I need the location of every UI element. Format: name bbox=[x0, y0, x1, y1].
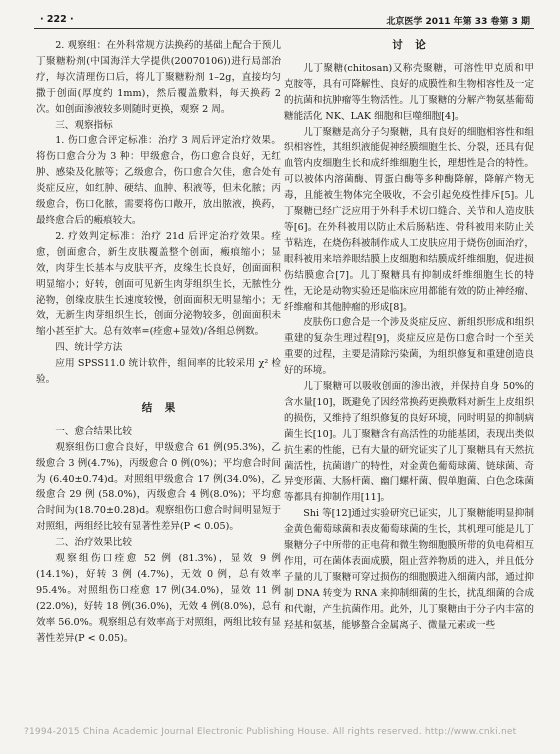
wound-healing-criteria: 1. 伤口愈合评定标准：治疗 3 周后评定治疗效果。将伤口愈合分为 3 种：甲级愈合，伤口愈合良好，无红肿、感染及化脓等；乙级愈合，伤口愈合欠佳，愈合处有炎症反应，如红肿、硬结、血肿、积液等，但未化脓；丙级愈合，伤口化脓，需要将伤口敞开，放出脓液，换药，最终愈合后的瘢痕较大。 bbox=[36, 135, 281, 226]
section-results-heading: 结果 bbox=[141, 401, 188, 414]
copyright-footer: ?1994-2015 China Academic Journal Electronic Publishing House. All rights reserved. http://www.cnki.net bbox=[24, 727, 517, 737]
discussion-paragraph-1: 儿丁聚糖(chitosan)又称壳聚糖，可溶性甲克质和甲克胺等，具有可降解性、良好的成膜性和生物相容性及一定的抗菌和抗肿瘤等生物活性。儿丁聚糖的分解产物氨基葡萄糖能活化 NK、LAK 细胞和巨噬细胞[4]。 bbox=[284, 62, 534, 122]
subheading-healing-comparison: 一、愈合结果比较 bbox=[55, 425, 132, 437]
discussion-paragraph-2: 儿丁聚糖是高分子匀聚糖，具有良好的细胞相容性和组织相容性，其组织液能促神经膜细胞生长、分裂，还具有促血管内皮细胞生长和成纤维细胞生长，理想性是合的特性。可以被体内溶菌酶、胃蛋白酶等多种酶降解，降解产物无毒，且能被生物体完全吸收，不会引起免疫性排斥[5]。儿丁聚糖已经广泛应用于外科手术切口缝合、关节和人造皮肤等[6]。在外科被用以防止术后肠粘连、骨科被用来防止关节粘连，在烧伤科被制作成人工皮肤应用于烧伤创面治疗，眼科被用来培养眼结膜上皮细胞和结膜成纤维细胞，促进损伤结膜愈合[7]。儿丁聚糖具有抑制成纤维细胞生长的特性，无论是动物实验还是临床应用都能有效的防止神经瘤、纤维瘤和其他肿瘤的形成[8]。 bbox=[284, 126, 534, 313]
discussion-paragraph-5: Shi 等[12]通过实验研究已证实，儿丁聚糖能明显抑制金黄色葡萄球菌和表皮葡萄球菌的生长，其机理可能是儿丁聚糖分子中所带的正电荷和微生物细胞膜所带的负电荷相互作用，可在菌体表面成膜，阻止营养物质的进入，并且低分子量的儿丁聚糖可穿过损伤的细胞膜进入细菌内部，通过抑制 DNA 转变为 RNA 来抑制细菌的生长，扰乱细菌的合成和代谢，产生抗菌作用。此外，儿丁聚糖由于分子内丰富的羟基和氨基，能够螯合金属离子、微量元素或一些 bbox=[284, 508, 534, 631]
section-discussion-heading: 讨论 bbox=[392, 39, 439, 51]
subheading-statistics: 四、统计学方法 bbox=[55, 342, 123, 354]
page-number: · 222 · bbox=[40, 14, 74, 25]
subheading-treatment-comparison: 二、治疗效果比较 bbox=[55, 537, 132, 549]
discussion-paragraph-3: 皮肤伤口愈合是一个涉及炎症反应、新组织形成和组织重建的复杂生理过程[9]，炎症反应是伤口愈合时一个至关重要的过程，主要是清除污染菌，为组织修复和重建创造良好的环境。 bbox=[284, 317, 534, 377]
right-column bbox=[284, 38, 534, 634]
discussion-paragraph-4: 儿丁聚糖可以吸收创面的渗出液，并保持自身 50%的含水量[10]，既避免了因经常换药更换敷料对新生上皮组织的损伤，又维持了组织修复的良好环境，同时明显的抑制病菌生长[10]。儿丁聚糖含有高活性的功能基团，表现出类似抗生素的性能，已有大量的研究证实了儿丁聚糖具有天然抗菌活性，抗菌谱广的特性，对金黄色葡萄球菌、链球菌、奇异变形菌、大肠杆菌、幽门螺杆菌、假单胞菌、白色念珠菌等都具有抑制作用[11]。 bbox=[284, 381, 534, 504]
statistics-text: 应用 SPSS11.0 统计软件，组间率的比较采用 χ² 检验。 bbox=[36, 358, 281, 386]
left-column bbox=[36, 38, 281, 647]
subheading-observation-indicators: 三、观察指标 bbox=[55, 119, 113, 131]
method-observation-group: 2. 观察组：在外科常规方法换药的基础上配合于预儿丁聚糖粉剂(中国海洋大学提供(20070106))进行局部治疗，每次清理伤口后，将儿丁聚糖粉剂 1–2g，直接均匀撒于创面(厚度约 1mm)，然后覆盖敷料，每天换药 2 次。如创面渗液较多则随时更换，观察 2 周。 bbox=[36, 40, 281, 115]
healing-comparison-text: 观察组伤口愈合良好，甲级愈合 61 例(95.3%)，乙级愈合 3 例(4.7%)，丙级愈合 0 例(0%)；平均愈合时间为 (6.40±0.74)d。对照组甲级愈合 17 例(34.0%)，乙级愈合 29 例 (58.0%)，丙级愈合 4 例(8.0%)；平均愈合时间为(18.70±0.28)d。观察组伤口愈合时间明显短于对照组，两组经比较有显著性差异(P < 0.05)。 bbox=[36, 441, 281, 533]
journal-running-head: 北京医学 2011 年第 33 卷第 3 期 bbox=[386, 17, 530, 27]
header-rule bbox=[34, 28, 534, 29]
treatment-comparison-text: 观察组伤口痊愈 52 例 (81.3%)，显效 9 例(14.1%)，好转 3 例 (4.7%)，无效 0 例，总有效率95.4%。对照组伤口痊愈 17 例(34.0%)，显效 11 例(22.0%)，好转 18 例(36.0%)，无效 4 例(8.0%)，总有效率 56.0%。观察组总有效率高于对照组，两组比较有显著性差异(P < 0.05)。 bbox=[36, 553, 281, 644]
efficacy-criteria: 2. 疗效判定标准：治疗 21d 后评定治疗效果。痊愈，创面愈合，新生皮肤覆盖整个创面，瘢痕缩小；显效，肉芽生长基本与皮肤平齐，皮缘生长良好，创面面积明显缩小；好转，创面可见新生肉芽组织生长，无脓性分泌物，创缘皮肤生长速度较慢，创面面积无明显缩小；无效，无新生肉芽组织生长，创面分泌物较多，创面面积未缩小甚至扩大。总有效率=(痊愈+显效)/各组总例数。 bbox=[36, 230, 281, 338]
